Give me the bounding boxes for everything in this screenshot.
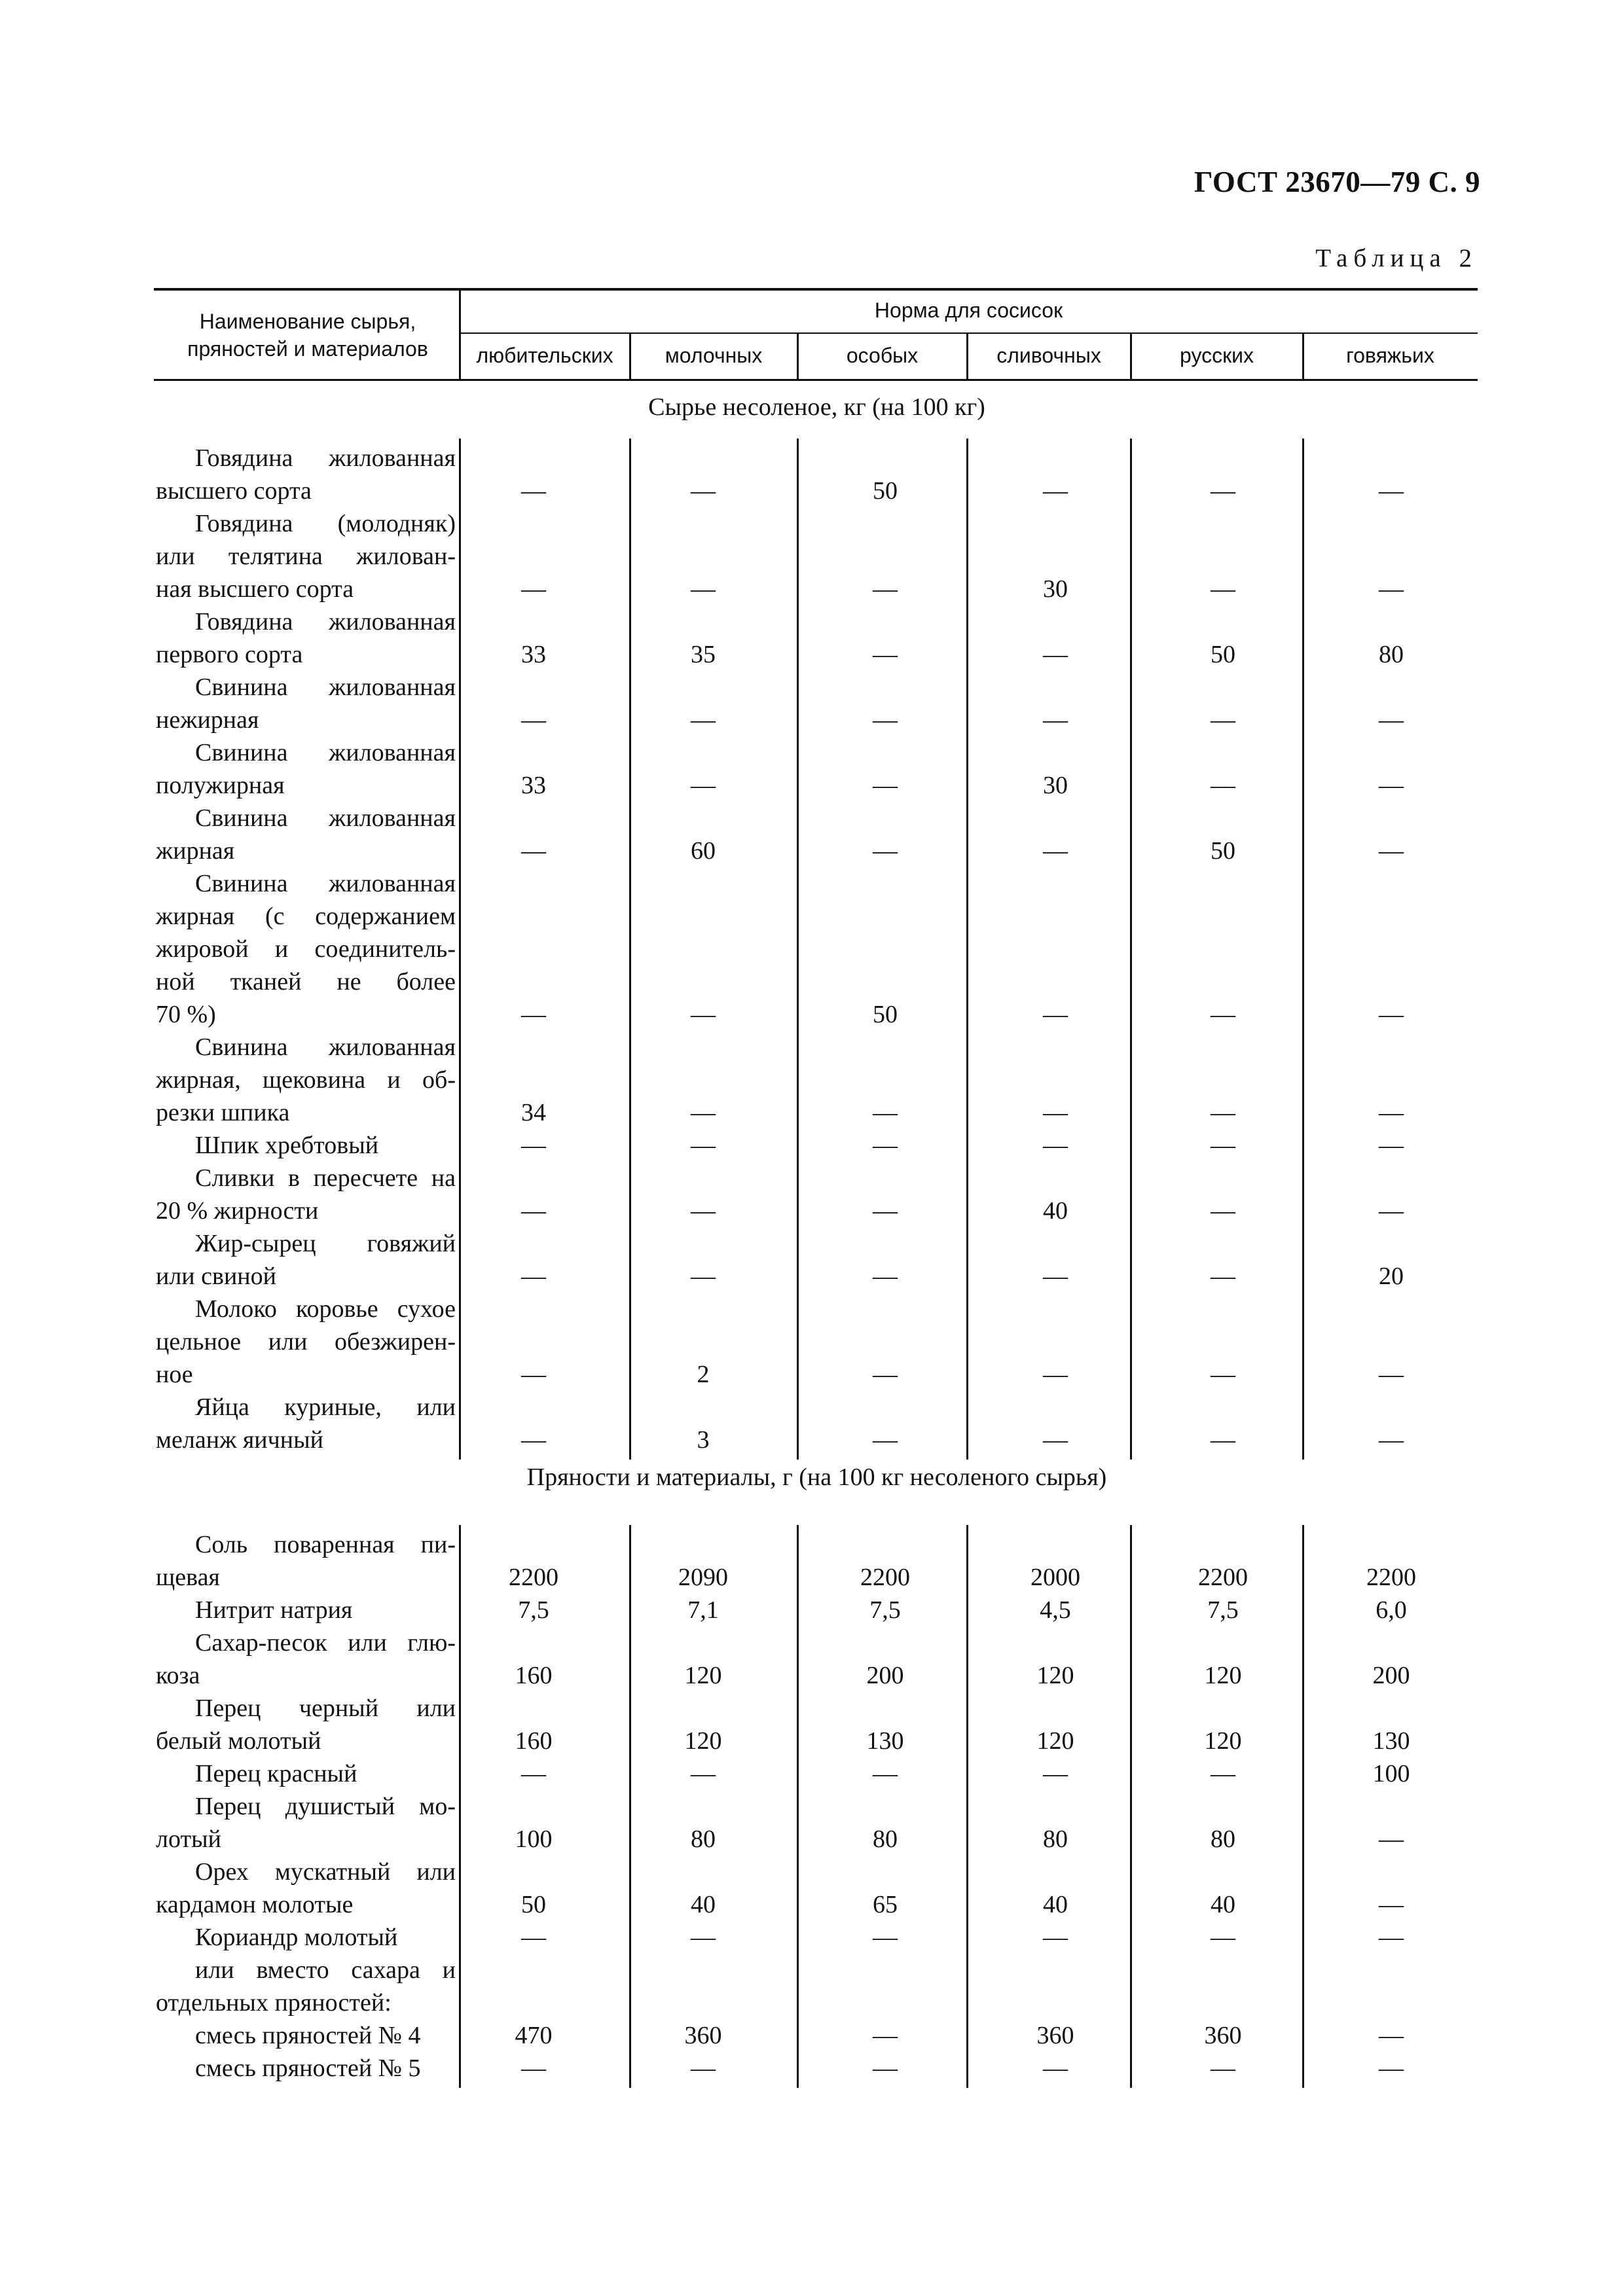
- column-header: говяжьих: [1346, 344, 1434, 367]
- cell-говяжьих: —: [1379, 2054, 1404, 2082]
- row-name: [156, 1293, 456, 1391]
- cell-сливочных: 30: [1043, 772, 1068, 799]
- cell-молочных: 40: [691, 1891, 716, 1918]
- cell-русских: —: [1211, 1001, 1235, 1028]
- row-name-line: жирная: [156, 837, 235, 865]
- cell-сливочных: 4,5: [1040, 1596, 1071, 1624]
- row-name-line: Свинина жилованная: [195, 1033, 456, 1061]
- cell-особых: —: [873, 2054, 898, 2082]
- row-name-line: Свинина жилованная: [195, 870, 456, 897]
- cell-молочных: —: [691, 477, 716, 505]
- cell-говяжьих: —: [1379, 1001, 1404, 1028]
- cell-говяжьих: 80: [1379, 641, 1404, 668]
- row-name: [156, 2019, 456, 2052]
- row-name-line: или свиной: [156, 1263, 276, 1290]
- cell-говяжьих: —: [1379, 2022, 1404, 2049]
- row-name-line: Орех мускатный или: [195, 1858, 456, 1886]
- cell-особых: 65: [873, 1891, 898, 1918]
- cell-русских: 2200: [1198, 1564, 1248, 1591]
- cell-говяжьих: —: [1379, 1426, 1404, 1454]
- cell-любительских: —: [521, 837, 546, 865]
- row-name-line: жирная (с содержанием: [156, 903, 456, 930]
- row-name-line: 70 %): [156, 1001, 216, 1028]
- row-name: [156, 1954, 456, 2019]
- row-name-line: отдельных пряностей:: [156, 1989, 392, 2017]
- cell-молочных: 120: [684, 1662, 722, 1689]
- cell-русских: 120: [1204, 1662, 1242, 1689]
- table-row: [0, 1856, 1623, 1921]
- table-row: [0, 1790, 1623, 1856]
- cell-сливочных: 40: [1043, 1891, 1068, 1918]
- cell-говяжьих: —: [1379, 1197, 1404, 1225]
- cell-русских: —: [1211, 2054, 1235, 2082]
- row-name-line: Соль поваренная пи-: [195, 1531, 456, 1558]
- cell-особых: —: [873, 1426, 898, 1454]
- table-row: [0, 1921, 1623, 1954]
- row-name-line: Яйца куриные, или: [195, 1393, 456, 1421]
- cell-сливочных: —: [1043, 1924, 1068, 1951]
- cell-говяжьих: 6,0: [1376, 1596, 1407, 1624]
- cell-сливочных: —: [1043, 1099, 1068, 1126]
- row-name-line: или вместо сахара и: [195, 1956, 456, 1984]
- cell-русских: —: [1211, 1132, 1235, 1159]
- section-title: Сырье несоленое, кг (на 100 кг): [648, 393, 985, 421]
- cell-любительских: 470: [515, 2022, 553, 2049]
- row-name-line: смесь пряностей № 5: [195, 2054, 421, 2082]
- cell-особых: 50: [873, 1001, 898, 1028]
- cell-молочных: 360: [684, 2022, 722, 2049]
- column-header: особых: [846, 344, 919, 367]
- row-name-line: Говядина жилованная: [195, 608, 456, 636]
- cell-особых: 2200: [860, 1564, 910, 1591]
- cell-особых: —: [873, 1361, 898, 1388]
- cell-сливочных: 120: [1036, 1662, 1074, 1689]
- cell-любительских: 7,5: [518, 1596, 549, 1624]
- cell-молочных: 60: [691, 837, 716, 865]
- row-name: [156, 1626, 456, 1692]
- row-name: [156, 1790, 456, 1856]
- table-row: [0, 736, 1623, 802]
- table-row: [0, 1031, 1623, 1129]
- cell-особых: —: [873, 1197, 898, 1225]
- cell-молочных: —: [691, 706, 716, 734]
- row-name-line: 20 % жирности: [156, 1197, 319, 1225]
- cell-сливочных: —: [1043, 477, 1068, 505]
- cell-сливочных: 80: [1043, 1825, 1068, 1853]
- row-name: [156, 1129, 456, 1162]
- row-name-line: кардамон молотые: [156, 1891, 354, 1918]
- cell-молочных: —: [691, 1001, 716, 1028]
- document-title: ГОСТ 23670—79 С. 9: [1194, 166, 1480, 198]
- cell-молочных: —: [691, 1760, 716, 1787]
- cell-особых: —: [873, 772, 898, 799]
- row-name: [156, 1594, 456, 1626]
- row-name-line: первого сорта: [156, 641, 303, 668]
- cell-особых: —: [873, 2022, 898, 2049]
- cell-любительских: —: [521, 1001, 546, 1028]
- cell-говяжьих: 100: [1372, 1760, 1410, 1787]
- cell-любительских: —: [521, 1924, 546, 1951]
- cell-любительских: 34: [521, 1099, 546, 1126]
- row-name-line: Свинина жилованная: [195, 804, 456, 832]
- cell-особых: —: [873, 1132, 898, 1159]
- row-name: [156, 736, 456, 802]
- column-divider: [629, 333, 631, 380]
- cell-особых: —: [873, 1099, 898, 1126]
- cell-русских: —: [1211, 1426, 1235, 1454]
- row-name-line: или телятина жилован-: [156, 543, 456, 570]
- row-name: [156, 1528, 456, 1594]
- column-divider: [459, 289, 461, 380]
- cell-говяжьих: —: [1379, 1132, 1404, 1159]
- cell-любительских: —: [521, 706, 546, 734]
- row-name-line: Кориандр молотый: [195, 1924, 398, 1951]
- row-name-line: жировой и соединитель-: [156, 935, 456, 963]
- row-name: [156, 1227, 456, 1293]
- cell-молочных: 7,1: [687, 1596, 719, 1624]
- row-name: [156, 1031, 456, 1129]
- row-name-line: коза: [156, 1662, 200, 1689]
- cell-сливочных: 360: [1036, 2022, 1074, 2049]
- row-name-line: Молоко коровье сухое: [195, 1295, 456, 1323]
- cell-сливочных: —: [1043, 1426, 1068, 1454]
- cell-русских: 50: [1211, 641, 1235, 668]
- cell-сливочных: —: [1043, 1760, 1068, 1787]
- cell-русских: 7,5: [1207, 1596, 1239, 1624]
- cell-сливочных: —: [1043, 1263, 1068, 1290]
- cell-русских: —: [1211, 1361, 1235, 1388]
- cell-говяжьих: —: [1379, 1099, 1404, 1126]
- table-label: Таблица 2: [1315, 244, 1478, 272]
- row-name-line: Сахар-песок или глю-: [195, 1629, 456, 1657]
- table-row: [0, 507, 1623, 605]
- row-name-line: ное: [156, 1361, 193, 1388]
- table-row: [0, 2019, 1623, 2052]
- cell-русских: 120: [1204, 1727, 1242, 1755]
- column-header: русских: [1180, 344, 1254, 367]
- row-name-line: Жир-сырец говяжий: [195, 1230, 456, 1257]
- cell-русских: —: [1211, 1263, 1235, 1290]
- cell-сливочных: —: [1043, 1001, 1068, 1028]
- table-row: [0, 1626, 1623, 1692]
- row-name: [156, 2052, 456, 2085]
- row-name: [156, 1757, 456, 1790]
- cell-любительских: 160: [515, 1662, 553, 1689]
- column-group-rule: [460, 332, 1478, 334]
- cell-молочных: 80: [691, 1825, 716, 1853]
- column-divider: [966, 333, 968, 380]
- cell-любительских: 2200: [509, 1564, 558, 1591]
- cell-говяжьих: —: [1379, 1361, 1404, 1388]
- row-name: [156, 442, 456, 507]
- table-row: [0, 1954, 1623, 2019]
- cell-особых: —: [873, 706, 898, 734]
- row-name-line: Сливки в пересчете на: [195, 1164, 456, 1192]
- row-name: [156, 1692, 456, 1757]
- row-name-line: Шпик хребтовый: [195, 1132, 379, 1159]
- cell-говяжьих: —: [1379, 1825, 1404, 1853]
- column-header: любительских: [476, 344, 613, 367]
- cell-русских: —: [1211, 1099, 1235, 1126]
- cell-молочных: 2: [697, 1361, 710, 1388]
- cell-говяжьих: —: [1379, 575, 1404, 603]
- row-name-line: высшего сорта: [156, 477, 312, 505]
- table-row: [0, 1293, 1623, 1391]
- cell-молочных: —: [691, 1099, 716, 1126]
- table-row: [0, 1528, 1623, 1594]
- table-row: [0, 1227, 1623, 1293]
- cell-особых: —: [873, 837, 898, 865]
- cell-сливочных: 30: [1043, 575, 1068, 603]
- cell-любительских: 33: [521, 772, 546, 799]
- cell-любительских: 100: [515, 1825, 553, 1853]
- cell-особых: —: [873, 575, 898, 603]
- row-name: [156, 867, 456, 1031]
- cell-русских: —: [1211, 772, 1235, 799]
- cell-русских: 50: [1211, 837, 1235, 865]
- row-name-line: Перец красный: [195, 1760, 357, 1787]
- cell-сливочных: —: [1043, 2054, 1068, 2082]
- row-name: [156, 671, 456, 736]
- row-name-line: Перец душистый мо-: [195, 1793, 456, 1820]
- table-row: [0, 1162, 1623, 1227]
- cell-любительских: 160: [515, 1727, 553, 1755]
- header-bottom-rule: [154, 379, 1478, 381]
- table-row: [0, 1391, 1623, 1456]
- table-row: [0, 2052, 1623, 2085]
- column-header: молочных: [665, 344, 763, 367]
- cell-любительских: —: [521, 1197, 546, 1225]
- row-name-line: Свинина жилованная: [195, 673, 456, 701]
- cell-говяжьих: —: [1379, 1891, 1404, 1918]
- row-name: [156, 1162, 456, 1227]
- cell-молочных: —: [691, 1132, 716, 1159]
- row-name-line: смесь пряностей № 4: [195, 2022, 421, 2049]
- cell-молочных: —: [691, 1924, 716, 1951]
- cell-особых: 50: [873, 477, 898, 505]
- group-header: Норма для сосисок: [874, 298, 1063, 322]
- row-name-line: лотый: [156, 1825, 221, 1853]
- cell-любительских: —: [521, 1426, 546, 1454]
- cell-сливочных: 120: [1036, 1727, 1074, 1755]
- table-row: [0, 802, 1623, 867]
- cell-любительских: 50: [521, 1891, 546, 1918]
- row-name-line: меланж яичный: [156, 1426, 323, 1454]
- cell-молочных: 120: [684, 1727, 722, 1755]
- cell-молочных: 2090: [678, 1564, 728, 1591]
- cell-сливочных: —: [1043, 1361, 1068, 1388]
- row-name: [156, 605, 456, 671]
- row-name-line: щевая: [156, 1564, 220, 1591]
- column-divider: [1302, 333, 1304, 380]
- cell-особых: —: [873, 641, 898, 668]
- cell-молочных: —: [691, 2054, 716, 2082]
- cell-любительских: —: [521, 575, 546, 603]
- row-name-line: белый молотый: [156, 1727, 321, 1755]
- cell-особых: —: [873, 1924, 898, 1951]
- row-name-line: жирная, щековина и об-: [156, 1066, 456, 1094]
- row-name-line: Свинина жилованная: [195, 739, 456, 766]
- table-row: [0, 1757, 1623, 1790]
- cell-особых: 130: [866, 1727, 904, 1755]
- table-row: [0, 1129, 1623, 1162]
- cell-любительских: 33: [521, 641, 546, 668]
- cell-русских: —: [1211, 1197, 1235, 1225]
- cell-любительских: —: [521, 1361, 546, 1388]
- cell-русских: —: [1211, 1760, 1235, 1787]
- cell-русских: 40: [1211, 1891, 1235, 1918]
- row-name-line: Перец черный или: [195, 1695, 456, 1722]
- row-name-line: Нитрит натрия: [195, 1596, 353, 1624]
- cell-говяжьих: —: [1379, 706, 1404, 734]
- row-name-line: цельное или обезжирен-: [156, 1328, 456, 1355]
- row-name-line: ной тканей не более: [156, 968, 456, 996]
- cell-любительских: —: [521, 477, 546, 505]
- first-column-header: [157, 308, 458, 363]
- table-row: [0, 1594, 1623, 1626]
- cell-особых: 200: [866, 1662, 904, 1689]
- row-name-line: полужирная: [156, 772, 285, 799]
- cell-сливочных: —: [1043, 837, 1068, 865]
- cell-русских: —: [1211, 1924, 1235, 1951]
- column-divider: [797, 333, 799, 380]
- cell-русских: 80: [1211, 1825, 1235, 1853]
- cell-русских: —: [1211, 706, 1235, 734]
- row-name-line: ная высшего сорта: [156, 575, 354, 603]
- cell-молочных: 3: [697, 1426, 710, 1454]
- cell-сливочных: 40: [1043, 1197, 1068, 1225]
- cell-молочных: 35: [691, 641, 716, 668]
- cell-сливочных: 2000: [1030, 1564, 1080, 1591]
- cell-молочных: —: [691, 772, 716, 799]
- column-header: сливочных: [996, 344, 1101, 367]
- cell-сливочных: —: [1043, 641, 1068, 668]
- cell-любительских: —: [521, 1132, 546, 1159]
- row-name-line: резки шпика: [156, 1099, 290, 1126]
- cell-особых: —: [873, 1760, 898, 1787]
- first-column-header-line: Наименование сырья,: [199, 310, 416, 333]
- table-row: [0, 867, 1623, 1031]
- row-name: [156, 1921, 456, 1954]
- table-row: [0, 1692, 1623, 1757]
- cell-особых: —: [873, 1263, 898, 1290]
- row-name-line: Говядина (молодняк): [195, 510, 456, 537]
- cell-говяжьих: —: [1379, 837, 1404, 865]
- section-title: Пряности и материалы, г (на 100 кг несоленого сырья): [526, 1463, 1107, 1491]
- cell-особых: 7,5: [869, 1596, 901, 1624]
- cell-русских: —: [1211, 477, 1235, 505]
- cell-особых: 80: [873, 1825, 898, 1853]
- row-name-line: Говядина жилованная: [195, 444, 456, 472]
- table-row: [0, 605, 1623, 671]
- cell-любительских: —: [521, 1760, 546, 1787]
- cell-молочных: —: [691, 1263, 716, 1290]
- cell-любительских: —: [521, 1263, 546, 1290]
- cell-говяжьих: 2200: [1366, 1564, 1416, 1591]
- row-name-line: нежирная: [156, 706, 259, 734]
- row-name: [156, 802, 456, 867]
- cell-русских: 360: [1204, 2022, 1242, 2049]
- cell-говяжьих: 20: [1379, 1263, 1404, 1290]
- first-column-header-line: пряностей и материалов: [187, 337, 428, 361]
- cell-говяжьих: —: [1379, 477, 1404, 505]
- cell-говяжьих: —: [1379, 1924, 1404, 1951]
- row-name: [156, 1391, 456, 1456]
- column-divider: [1130, 333, 1132, 380]
- cell-сливочных: —: [1043, 1132, 1068, 1159]
- table-row: [0, 442, 1623, 507]
- cell-сливочных: —: [1043, 706, 1068, 734]
- row-name: [156, 1856, 456, 1921]
- table-top-rule: [154, 288, 1478, 291]
- cell-говяжьих: 130: [1372, 1727, 1410, 1755]
- row-name: [156, 507, 456, 605]
- cell-русских: —: [1211, 575, 1235, 603]
- table-row: [0, 671, 1623, 736]
- cell-говяжьих: 200: [1372, 1662, 1410, 1689]
- cell-любительских: —: [521, 2054, 546, 2082]
- cell-говяжьих: —: [1379, 772, 1404, 799]
- cell-молочных: —: [691, 1197, 716, 1225]
- cell-молочных: —: [691, 575, 716, 603]
